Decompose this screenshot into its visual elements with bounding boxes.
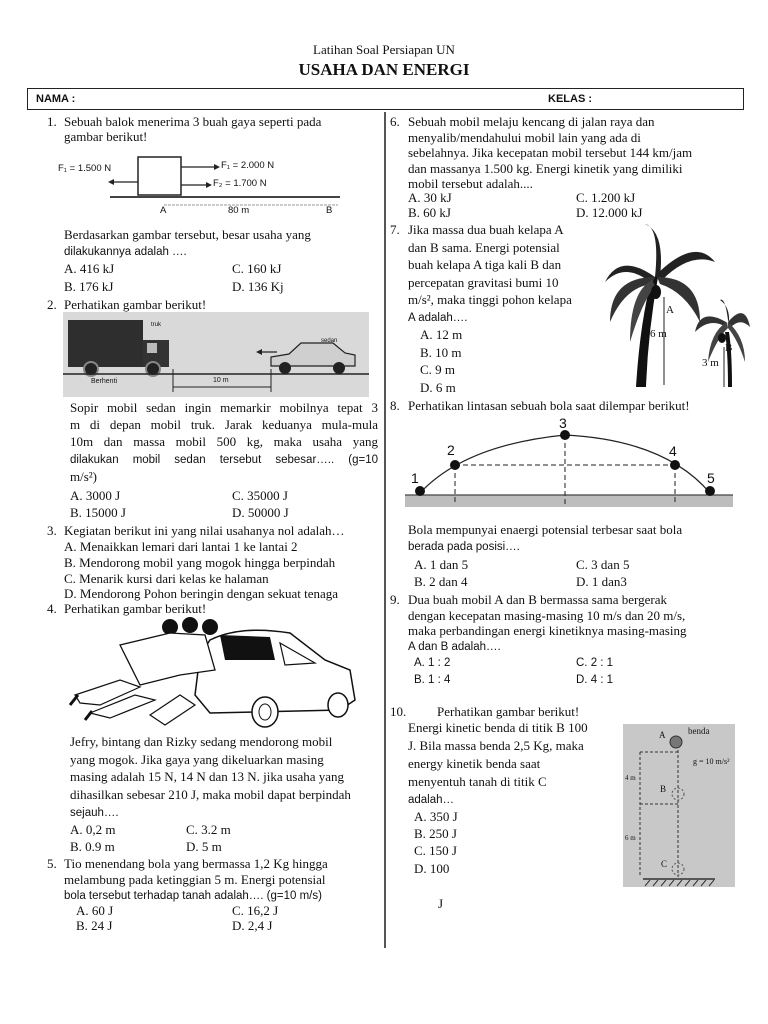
question-text-line: 10m dan massa mobil 500 kg, maka usaha yang: [70, 434, 378, 449]
question-text-line: Kegiatan berikut ini yang nilai usahanya nol adalah…: [64, 523, 345, 538]
option-b[interactable]: B. 0.9 m: [70, 839, 115, 854]
option-d[interactable]: D. 2,4 J: [232, 918, 273, 933]
question-text-line: masing adalah 15 N, 14 N dan 13 N. jika usaha yang: [70, 769, 345, 784]
question-number: 9.: [390, 592, 400, 607]
question-text-line: sebelahnya. Jika kecepatan mobil tersebut 144 km/jam: [408, 145, 693, 160]
option-c[interactable]: C. 35000 J: [232, 488, 288, 503]
tree-label: B: [725, 342, 733, 354]
pushing-car-figure: [60, 615, 365, 730]
option-c[interactable]: C. 150 J: [414, 843, 457, 858]
question-text-line: m/s², maka tinggi pohon kelapa: [408, 292, 572, 307]
position-label: 3: [559, 415, 567, 431]
question-text-line: Bola mempunyai enaergi potensial terbesar saat bola: [408, 522, 683, 537]
question-text-line: m di depan mobil truk. Jarak keduanya mula-mula: [70, 417, 378, 432]
question-text-line: yang mogok. Jika gaya yang dikeluarkan masing: [70, 752, 324, 767]
question-text-line: energy kinetik benda saat: [408, 756, 541, 771]
option-a[interactable]: A. 1 : 2: [414, 657, 451, 669]
option-d[interactable]: D. 12.000 kJ: [576, 205, 643, 220]
kelas-label: KELAS :: [548, 93, 592, 105]
option-d[interactable]: D. Mendorong Pohon beringin dengan sekuat tenaga: [64, 586, 339, 601]
option-a[interactable]: A. 60 J: [76, 903, 114, 918]
question-number: 7.: [390, 222, 400, 237]
student-info-box: [27, 88, 744, 110]
block-forces-icon: [58, 152, 348, 218]
distance-label: 10 m: [213, 377, 229, 384]
ball-trajectory-figure: [405, 415, 735, 510]
question-number: 5.: [47, 856, 57, 871]
question-text-line: Sebuah mobil melaju kencang di jalan raya dan: [408, 114, 655, 129]
question-text-line: dilakukan mobil sedan tersebut sebesar….. (g=10: [70, 454, 378, 466]
position-label: 4: [669, 443, 677, 459]
tree-label: A: [666, 304, 674, 316]
force-diagram-figure: [58, 152, 348, 218]
question-number: 1.: [47, 114, 57, 129]
question-text-line: Perhatikan gambar berikut!: [64, 297, 207, 312]
option-b[interactable]: B. 24 J: [76, 918, 113, 933]
distance-label: 80 m: [228, 205, 250, 216]
question-number: 4.: [47, 601, 57, 616]
option-b[interactable]: B. 10 m: [420, 345, 462, 360]
option-d[interactable]: D. 1 dan3: [576, 574, 627, 589]
question-text-line: menyalib/mendahului mobil lain yang ada di: [408, 130, 641, 145]
option-d[interactable]: D. 50000 J: [232, 505, 289, 520]
question-text-line: maka perbandingan energi kinetiknya masing-masing: [408, 623, 687, 638]
question-text-line: Dua buah mobil A dan B bermassa sama bergerak: [408, 592, 667, 607]
question-text-line: Jefry, bintang dan Rizky sedang mendorong mobil: [70, 734, 333, 749]
point-label: B: [660, 784, 667, 794]
option-d[interactable]: D. 6 m: [420, 380, 456, 395]
force-label: F₂ = 1.700 N: [213, 178, 267, 189]
option-b[interactable]: B. 2 dan 4: [414, 574, 468, 589]
question-number: 8.: [390, 398, 400, 413]
question-text-line: bola tersebut terhadap tanah adalah…. (g=10 m/s): [64, 890, 322, 902]
coconut-trees-figure: [600, 222, 750, 392]
question-number: 6.: [390, 114, 400, 129]
option-b[interactable]: B. 60 kJ: [408, 205, 451, 220]
question-text-line: Sopir mobil sedan ingin memarkir mobilnya tepat 3: [70, 400, 378, 415]
option-a[interactable]: A. 416 kJ: [64, 261, 115, 276]
ball-trajectory-icon: [405, 415, 735, 510]
worksheet-title: USAHA DAN ENERGI: [298, 60, 470, 79]
question-text-line: Tio menendang bola yang bermassa 1,2 Kg hingga: [64, 856, 328, 871]
question-text-line: Berdasarkan gambar tersebut, besar usaha yang: [64, 227, 311, 242]
sedan-label: sedan: [321, 338, 338, 344]
option-b[interactable]: B. Mendorong mobil yang mogok hingga berpindah: [64, 555, 336, 570]
question-text-line: berada pada posisi….: [408, 541, 520, 553]
question-text-line: Perhatikan gambar berikut!: [437, 704, 580, 719]
point-label: A: [160, 205, 167, 216]
option-d[interactable]: D. 136 Kj: [232, 279, 284, 294]
trailing-unit: J: [438, 896, 444, 911]
falling-object-icon: [623, 724, 735, 887]
option-b[interactable]: B. 15000 J: [70, 505, 126, 520]
question-text-line: menyentuh tanah di titik C: [408, 774, 547, 789]
question-text-line: A dan B adalah….: [408, 641, 501, 653]
option-c[interactable]: C. 2 : 1: [576, 657, 614, 669]
option-c[interactable]: C. 160 kJ: [232, 261, 282, 276]
question-text-line: Sebuah balok menerima 3 buah gaya seperti pada: [64, 114, 322, 129]
people-pushing-car-icon: [60, 615, 365, 730]
column-divider: [384, 112, 386, 948]
option-a[interactable]: A. 3000 J: [70, 488, 121, 503]
point-label: C: [661, 859, 668, 869]
option-a[interactable]: A. 1 dan 5: [414, 557, 469, 572]
stop-label: Berhenti: [91, 378, 118, 385]
question-text-line: Energi kinetic benda di titik B 100: [408, 720, 588, 735]
option-a[interactable]: A. 30 kJ: [408, 190, 452, 205]
height-label: 4 m: [625, 774, 636, 782]
option-a[interactable]: A. 12 m: [420, 327, 463, 342]
height-label: 6 m: [625, 834, 636, 842]
question-text-line: percepatan gravitasi bumi 10: [408, 275, 559, 290]
question-text-line: mobil tersebut adalah....: [408, 176, 533, 191]
height-label: 3 m: [702, 357, 719, 369]
question-text-line: adalah…: [408, 794, 455, 806]
question-text-line: gambar berikut!: [64, 129, 148, 144]
point-label: A: [659, 730, 666, 740]
question-text-line: melambung pada ketinggian 5 m. Energi potensial: [64, 872, 326, 887]
force-label: F₁ = 2.000 N: [221, 160, 275, 171]
force-label: F₁ = 1.500 N: [58, 163, 112, 174]
option-b[interactable]: B. 176 kJ: [64, 279, 114, 294]
question-text-line: Jika massa dua buah kelapa A: [408, 222, 564, 237]
question-number: 10.: [390, 704, 407, 719]
question-text-line: A adalah….: [408, 312, 468, 324]
truck-sedan-figure: [63, 312, 369, 397]
question-text-line: J. Bila massa benda 2,5 Kg, maka: [408, 738, 584, 753]
option-c[interactable]: C. 3 dan 5: [576, 557, 630, 572]
option-a[interactable]: A. Menaikkan lemari dari lantai 1 ke lantai 2: [64, 539, 298, 554]
option-c[interactable]: C. 3.2 m: [186, 822, 231, 837]
height-label: 6 m: [650, 328, 667, 340]
coconut-trees-icon: [600, 222, 750, 392]
question-text-line: Perhatikan gambar berikut!: [64, 601, 207, 616]
question-number: 2.: [47, 297, 57, 312]
option-b[interactable]: B. 1 : 4: [414, 674, 451, 686]
question-number: 3.: [47, 523, 57, 538]
question-text-line: dilakukannya adalah ….: [64, 246, 187, 258]
question-text-line: dihasilkan sebesar 210 J, maka mobil dapat berpindah: [70, 787, 351, 802]
question-text-line: dengan kecepatan masing-masing 10 m/s dan 20 m/s,: [408, 608, 686, 623]
worksheet-subtitle: Latihan Soal Persiapan UN: [313, 42, 455, 57]
option-a[interactable]: A. 0,2 m: [70, 822, 116, 837]
falling-object-figure: [623, 724, 735, 887]
option-c[interactable]: C. Menarik kursi dari kelas ke halaman: [64, 571, 269, 586]
question-text-line: dan massanya 1.500 kg. Energi kinetik yang dimiliki: [408, 161, 683, 176]
question-text-line: dan B sama. Energi potensial: [408, 240, 560, 255]
truck-label: truk: [151, 322, 162, 328]
position-label: 1: [411, 470, 419, 486]
option-c[interactable]: C. 9 m: [420, 362, 456, 377]
question-text-line: buah kelapa A tiga kali B dan: [408, 257, 562, 272]
option-d[interactable]: D. 4 : 1: [576, 674, 614, 686]
option-c[interactable]: C. 16,2 J: [232, 903, 279, 918]
point-label: B: [326, 205, 333, 216]
option-d[interactable]: D. 5 m: [186, 839, 222, 854]
object-label: benda: [688, 726, 710, 736]
nama-label: NAMA :: [36, 93, 76, 105]
option-b[interactable]: B. 250 J: [414, 826, 457, 841]
position-label: 2: [447, 442, 455, 458]
question-text-line: sejauh….: [70, 807, 119, 819]
option-d[interactable]: D. 100: [414, 861, 450, 876]
question-text-line: m/s²): [70, 469, 98, 484]
gravity-label: g = 10 m/s²: [693, 757, 730, 766]
option-c[interactable]: C. 1.200 kJ: [576, 190, 636, 205]
position-label: 5: [707, 470, 715, 486]
question-text-line: Perhatikan lintasan sebuah bola saat dilempar berikut!: [408, 398, 690, 413]
option-a[interactable]: A. 350 J: [414, 809, 458, 824]
